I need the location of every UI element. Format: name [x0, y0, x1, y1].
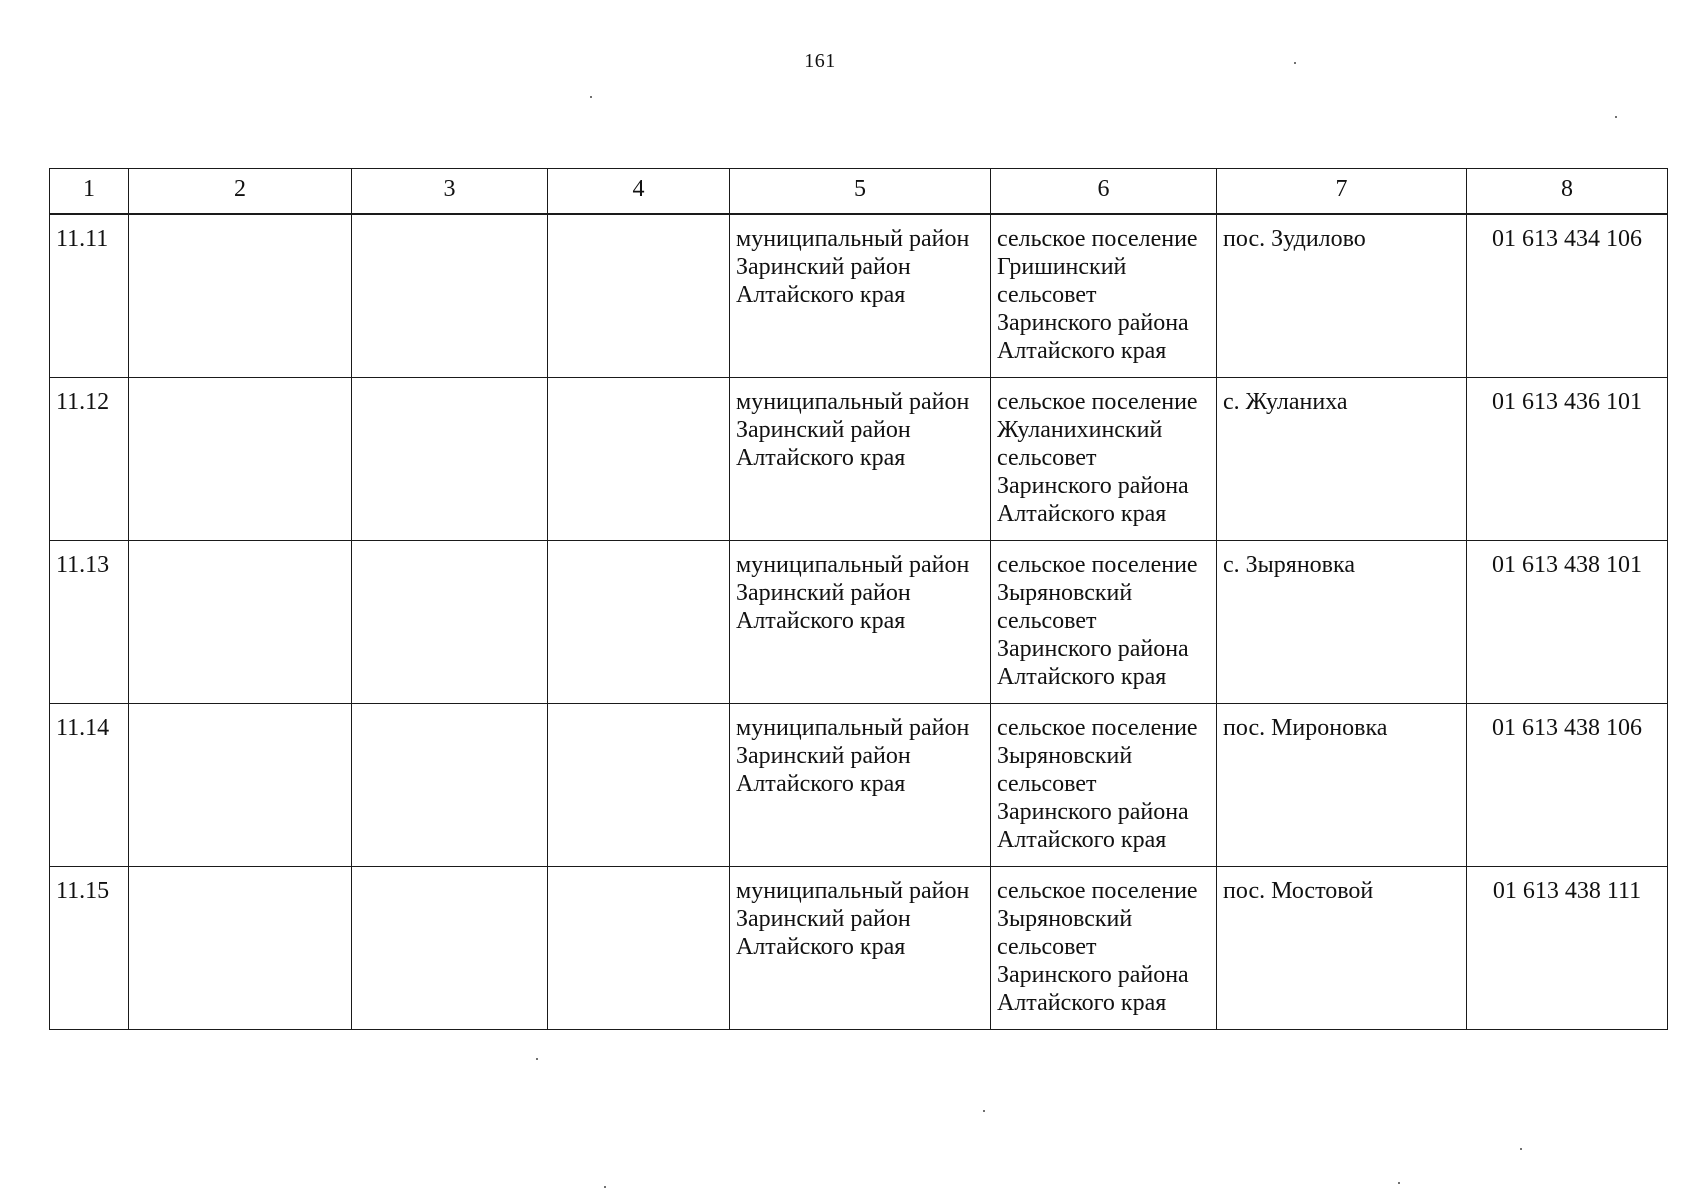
- table-row: [50, 703, 1668, 866]
- column-4-cell: [548, 214, 730, 377]
- page-number: 161: [804, 50, 836, 72]
- column-header-8: 8: [1467, 169, 1668, 215]
- column-header-6: 6: [991, 169, 1217, 215]
- table-row: [50, 866, 1668, 1029]
- column-2-cell: [129, 866, 352, 1029]
- scan-speck: [590, 96, 592, 98]
- column-3-cell: [352, 377, 548, 540]
- code-cell: 01 613 438 101: [1467, 540, 1668, 703]
- scan-speck: [1398, 1182, 1400, 1184]
- scan-speck: [1520, 1148, 1522, 1150]
- column-3-cell: [352, 703, 548, 866]
- municipal-district-cell: муниципальный район Заринский район Алтайского края: [730, 703, 991, 866]
- settlement-cell: сельское поселение Зыряновский сельсовет Заринского района Алтайского края: [991, 540, 1217, 703]
- table-body: [50, 214, 1668, 1029]
- column-header-3: 3: [352, 169, 548, 215]
- header-row: [50, 169, 1668, 215]
- column-header-5: 5: [730, 169, 991, 215]
- municipal-district-cell: муниципальный район Заринский район Алтайского края: [730, 214, 991, 377]
- column-header-4: 4: [548, 169, 730, 215]
- table-row: [50, 540, 1668, 703]
- settlement-cell: сельское поселение Зыряновский сельсовет Заринского района Алтайского края: [991, 866, 1217, 1029]
- row-number-cell: 11.13: [50, 540, 129, 703]
- locality-cell: с. Жуланиха: [1217, 377, 1467, 540]
- column-3-cell: [352, 866, 548, 1029]
- column-header-7: 7: [1217, 169, 1467, 215]
- column-2-cell: [129, 540, 352, 703]
- municipal-district-cell: муниципальный район Заринский район Алтайского края: [730, 866, 991, 1029]
- row-number-cell: 11.12: [50, 377, 129, 540]
- table-row: [50, 214, 1668, 377]
- column-header-1: 1: [50, 169, 129, 215]
- row-number-cell: 11.15: [50, 866, 129, 1029]
- code-cell: 01 613 436 101: [1467, 377, 1668, 540]
- locality-cell: пос. Мироновка: [1217, 703, 1467, 866]
- scan-speck: [536, 1058, 538, 1060]
- settlement-cell: сельское поселение Гришинский сельсовет Заринского района Алтайского края: [991, 214, 1217, 377]
- table-header: [50, 169, 1668, 215]
- scan-speck: [604, 1186, 606, 1188]
- scan-speck: [983, 1110, 985, 1112]
- registry-table: [49, 168, 1668, 1030]
- code-cell: 01 613 438 106: [1467, 703, 1668, 866]
- locality-cell: с. Зыряновка: [1217, 540, 1467, 703]
- column-4-cell: [548, 540, 730, 703]
- column-2-cell: [129, 703, 352, 866]
- locality-cell: пос. Зудилово: [1217, 214, 1467, 377]
- column-3-cell: [352, 214, 548, 377]
- scan-speck: [1615, 116, 1617, 118]
- row-number-cell: 11.11: [50, 214, 129, 377]
- row-number-cell: 11.14: [50, 703, 129, 866]
- column-4-cell: [548, 703, 730, 866]
- column-2-cell: [129, 377, 352, 540]
- code-cell: 01 613 434 106: [1467, 214, 1668, 377]
- column-2-cell: [129, 214, 352, 377]
- code-cell: 01 613 438 111: [1467, 866, 1668, 1029]
- column-header-2: 2: [129, 169, 352, 215]
- scan-speck: [1294, 62, 1296, 64]
- settlement-cell: сельское поселение Жуланихинский сельсовет Заринского района Алтайского края: [991, 377, 1217, 540]
- municipal-district-cell: муниципальный район Заринский район Алтайского края: [730, 540, 991, 703]
- column-3-cell: [352, 540, 548, 703]
- column-4-cell: [548, 866, 730, 1029]
- table-row: [50, 377, 1668, 540]
- locality-cell: пос. Мостовой: [1217, 866, 1467, 1029]
- municipal-district-cell: муниципальный район Заринский район Алтайского края: [730, 377, 991, 540]
- settlement-cell: сельское поселение Зыряновский сельсовет Заринского района Алтайского края: [991, 703, 1217, 866]
- column-4-cell: [548, 377, 730, 540]
